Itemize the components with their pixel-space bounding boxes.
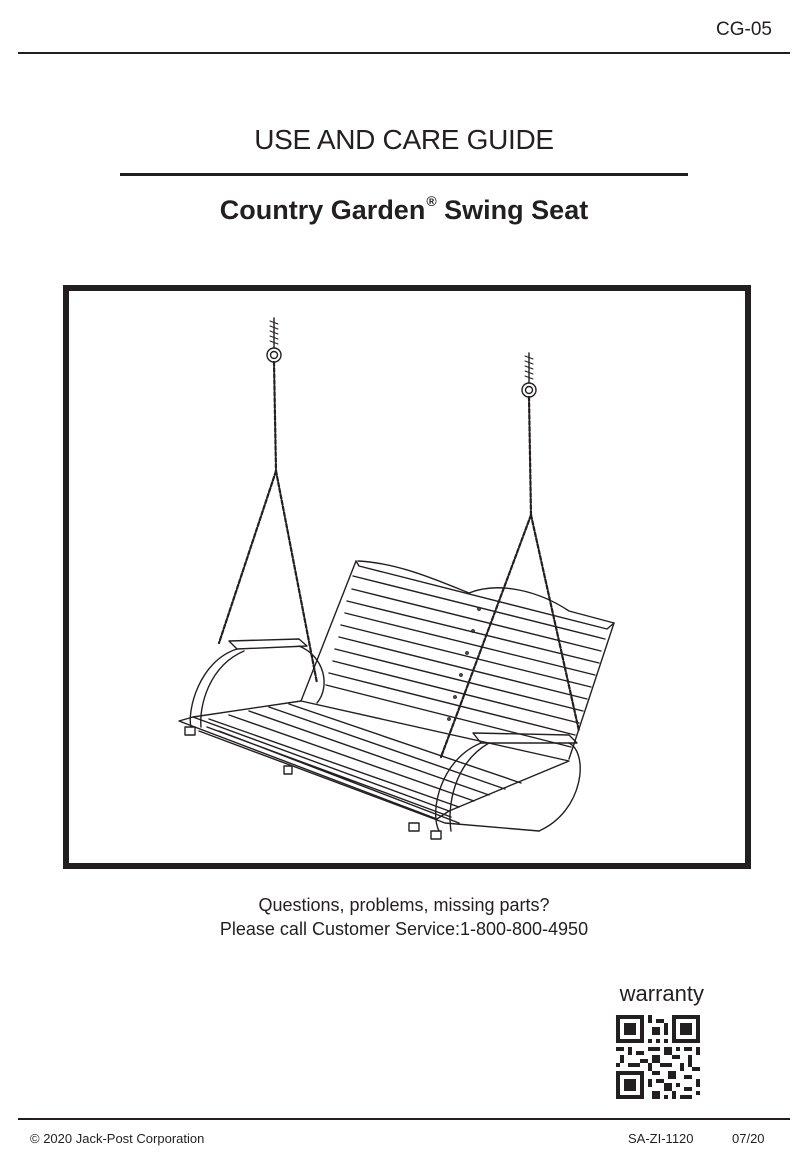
title-divider xyxy=(120,173,688,176)
document-date: 07/20 xyxy=(732,1131,765,1146)
product-title xyxy=(0,193,808,226)
chain-icon xyxy=(219,362,579,757)
page-title: USE AND CARE GUIDE xyxy=(254,124,554,155)
bottom-divider xyxy=(18,1118,790,1120)
contact-question: Questions, problems, missing parts? xyxy=(258,895,550,915)
customer-service-phone: Please call Customer Service:1-800-800-4950 xyxy=(219,919,589,939)
qr-code-icon[interactable] xyxy=(616,1015,700,1099)
warranty-label: warranty xyxy=(619,981,704,1006)
document-number: SA-ZI-1120 xyxy=(628,1131,694,1146)
top-divider xyxy=(18,52,790,54)
right-eye-hook-icon xyxy=(522,353,536,397)
left-eye-hook-icon xyxy=(267,318,281,362)
product-name: Country Garden xyxy=(219,195,426,225)
backrest-icon xyxy=(301,561,614,759)
document-code: CG-05 xyxy=(716,19,772,40)
product-suffix: Swing Seat xyxy=(444,195,589,225)
registered-mark: ® xyxy=(426,193,437,209)
swing-seat-illustration xyxy=(69,291,745,863)
copyright-notice: © 2020 Jack-Post Corporation xyxy=(30,1131,205,1146)
seat-icon xyxy=(179,701,569,839)
product-illustration-frame xyxy=(63,285,751,869)
